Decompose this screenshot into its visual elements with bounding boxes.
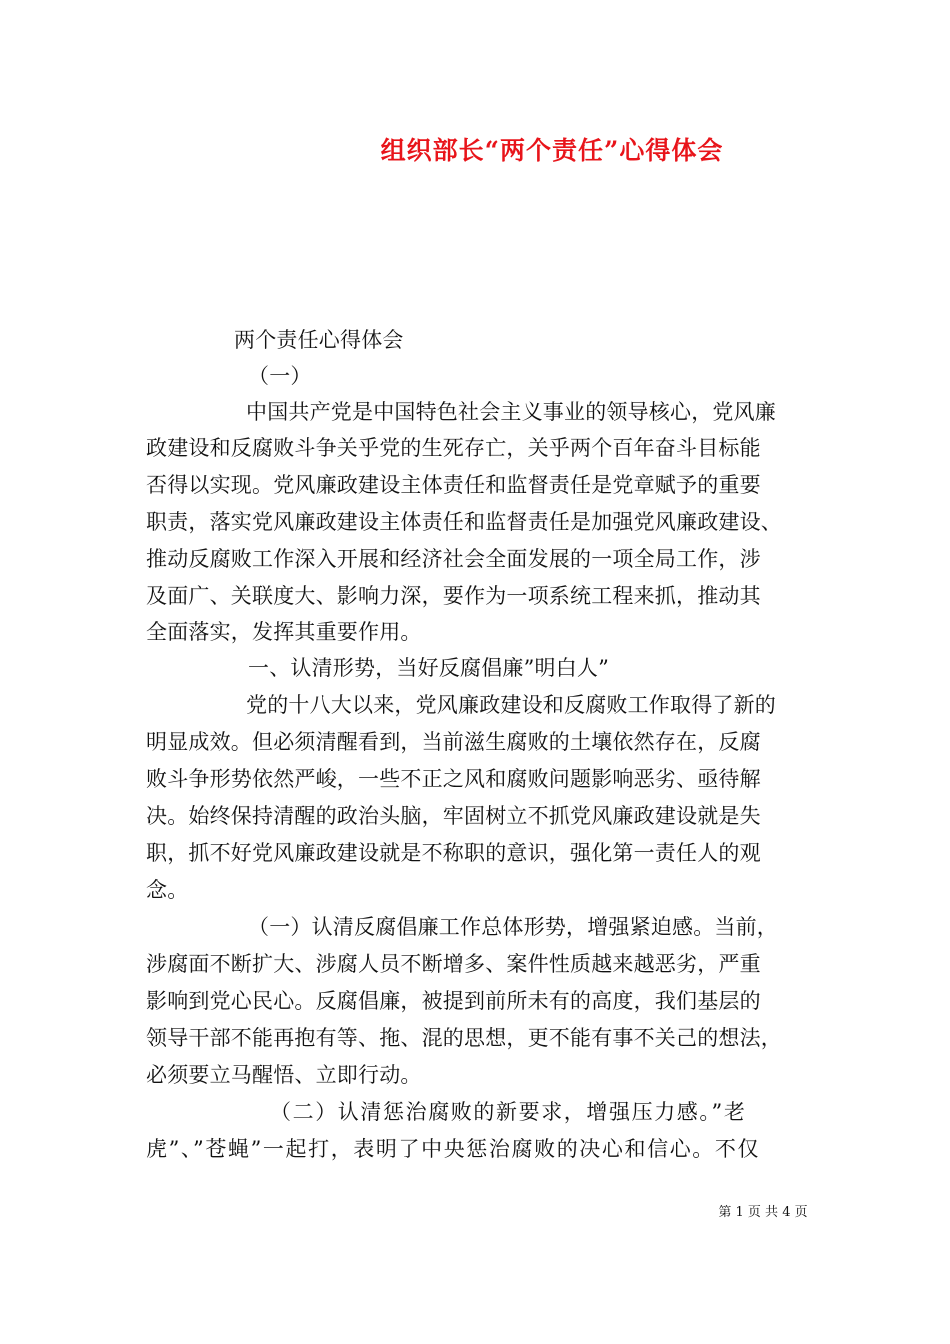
body-line: 涉腐面不断扩大、涉腐人员不断增多、案件性质越来越恶劣，严重 <box>146 952 761 976</box>
body-line: 影响到党心民心。反腐倡廉，被提到前所未有的高度，我们基层的 <box>146 989 761 1013</box>
body-line: 明显成效。但必须清醒看到，当前滋生腐败的土壤依然存在，反腐 <box>146 730 761 754</box>
body-line: 推动反腐败工作深入开展和经济社会全面发展的一项全局工作，涉 <box>146 547 761 571</box>
body-line: 政建设和反腐败斗争关乎党的生死存亡，关乎两个百年奋斗目标能 <box>146 436 761 460</box>
body-line: 败斗争形势依然严峻，一些不正之风和腐败问题影响恶劣、亟待解 <box>146 767 761 791</box>
body-line: 两个责任心得体会 <box>234 328 404 352</box>
body-line: 念。 <box>146 878 189 902</box>
body-line: 决。始终保持清醒的政治头脑，牢固树立不抓党风廉政建设就是失 <box>146 804 761 828</box>
subsection-heading: （二）认清惩治腐败的新要求，增强压力感。”老 <box>270 1100 747 1124</box>
body-line: 全面落实，发挥其重要作用。 <box>146 620 422 644</box>
body-line: 必须要立马醒悟、立即行动。 <box>146 1063 422 1087</box>
document-title: 组织部长“两个责任”心得体会 <box>380 136 724 165</box>
body-line: 否得以实现。党风廉政建设主体责任和监督责任是党章赋予的重要 <box>146 473 761 497</box>
section-heading: 一、认清形势，当好反腐倡廉”明白人” <box>248 656 610 680</box>
body-line: 党的十八大以来，党风廉政建设和反腐败工作取得了新的 <box>246 693 776 717</box>
body-line: 领导干部不能再抱有等、拖、混的思想，更不能有事不关己的想法， <box>146 1026 782 1050</box>
body-line: 虎”、”苍蝇”一起打，表明了中央惩治腐败的决心和信心。不仅 <box>146 1137 761 1161</box>
body-line: 及面广、关联度大、影响力深，要作为一项系统工程来抓，推动其 <box>146 584 761 608</box>
body-line: （一） <box>248 364 312 388</box>
subsection-heading: （一）认清反腐倡廉工作总体形势，增强紧迫感。当前， <box>248 915 778 939</box>
body-line: 职，抓不好党风廉政建设就是不称职的意识，强化第一责任人的观 <box>146 841 761 865</box>
body-line: 中国共产党是中国特色社会主义事业的领导核心，党风廉 <box>246 400 776 424</box>
body-line: 职责，落实党风廉政建设主体责任和监督责任是加强党风廉政建设、 <box>146 510 782 534</box>
page-footer: 第 1 页 共 4 页 <box>718 1205 808 1220</box>
